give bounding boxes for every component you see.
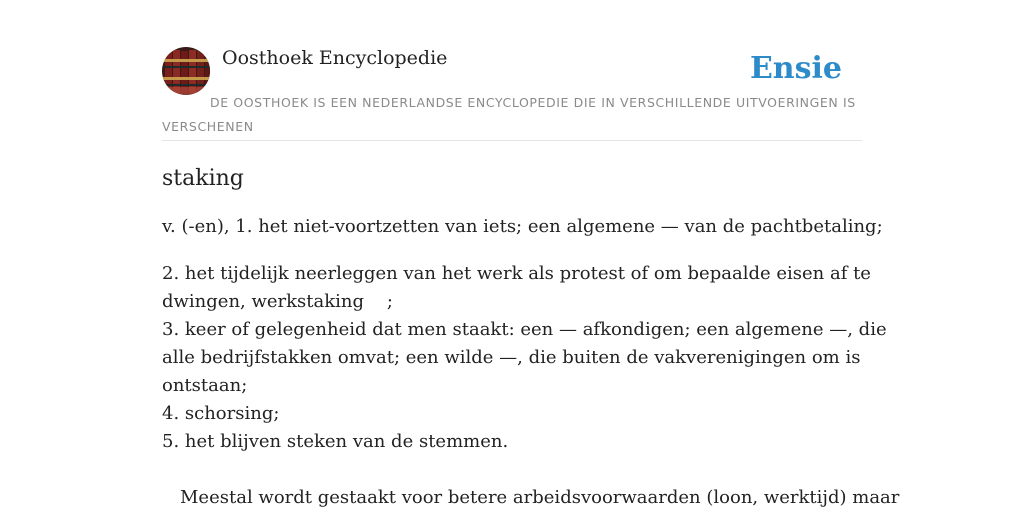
entry-title: staking bbox=[162, 166, 244, 191]
definition-1: v. (-en), 1. het niet-voortzetten van iets; een algemene — van de pachtbetaling; bbox=[162, 216, 883, 237]
encyclopedia-books-icon bbox=[162, 47, 210, 95]
definition-5: 5. het blijven steken van de stemmen. bbox=[162, 431, 509, 452]
definition-3-line-1: 3. keer of gelegenheid dat men staakt: een — afkondigen; een algemene —, die bbox=[162, 319, 887, 340]
definition-3-line-3: ontstaan; bbox=[162, 375, 248, 396]
source-avatar[interactable] bbox=[162, 47, 210, 95]
definition-4: 4. schorsing; bbox=[162, 403, 280, 424]
body-paragraph: Meestal wordt gestaakt voor betere arbeidsvoorwaarden (loon, werktijd) maar bbox=[180, 487, 900, 508]
source-tagline: DE OOSTHOEK IS EEN NEDERLANDSE ENCYCLOPEDIE DIE IN VERSCHILLENDE UITVOERINGEN IS VERSCHENEN bbox=[162, 95, 856, 134]
entry-content bbox=[162, 160, 900, 512]
ensie-logo[interactable]: Ensie bbox=[749, 51, 842, 86]
source-name-link[interactable]: Oosthoek Encyclopedie bbox=[222, 47, 448, 69]
definition-3-line-2: alle bedrijfstakken omvat; een wilde —, die buiten de vakverenigingen om is bbox=[162, 347, 861, 368]
definition-2-line-1: 2. het tijdelijk neerleggen van het werk als protest of om bepaalde eisen af te bbox=[162, 263, 871, 284]
definition-list bbox=[162, 260, 887, 456]
source-header bbox=[162, 46, 862, 141]
definition-2-line-2: dwingen, werkstaking ; bbox=[162, 291, 393, 312]
